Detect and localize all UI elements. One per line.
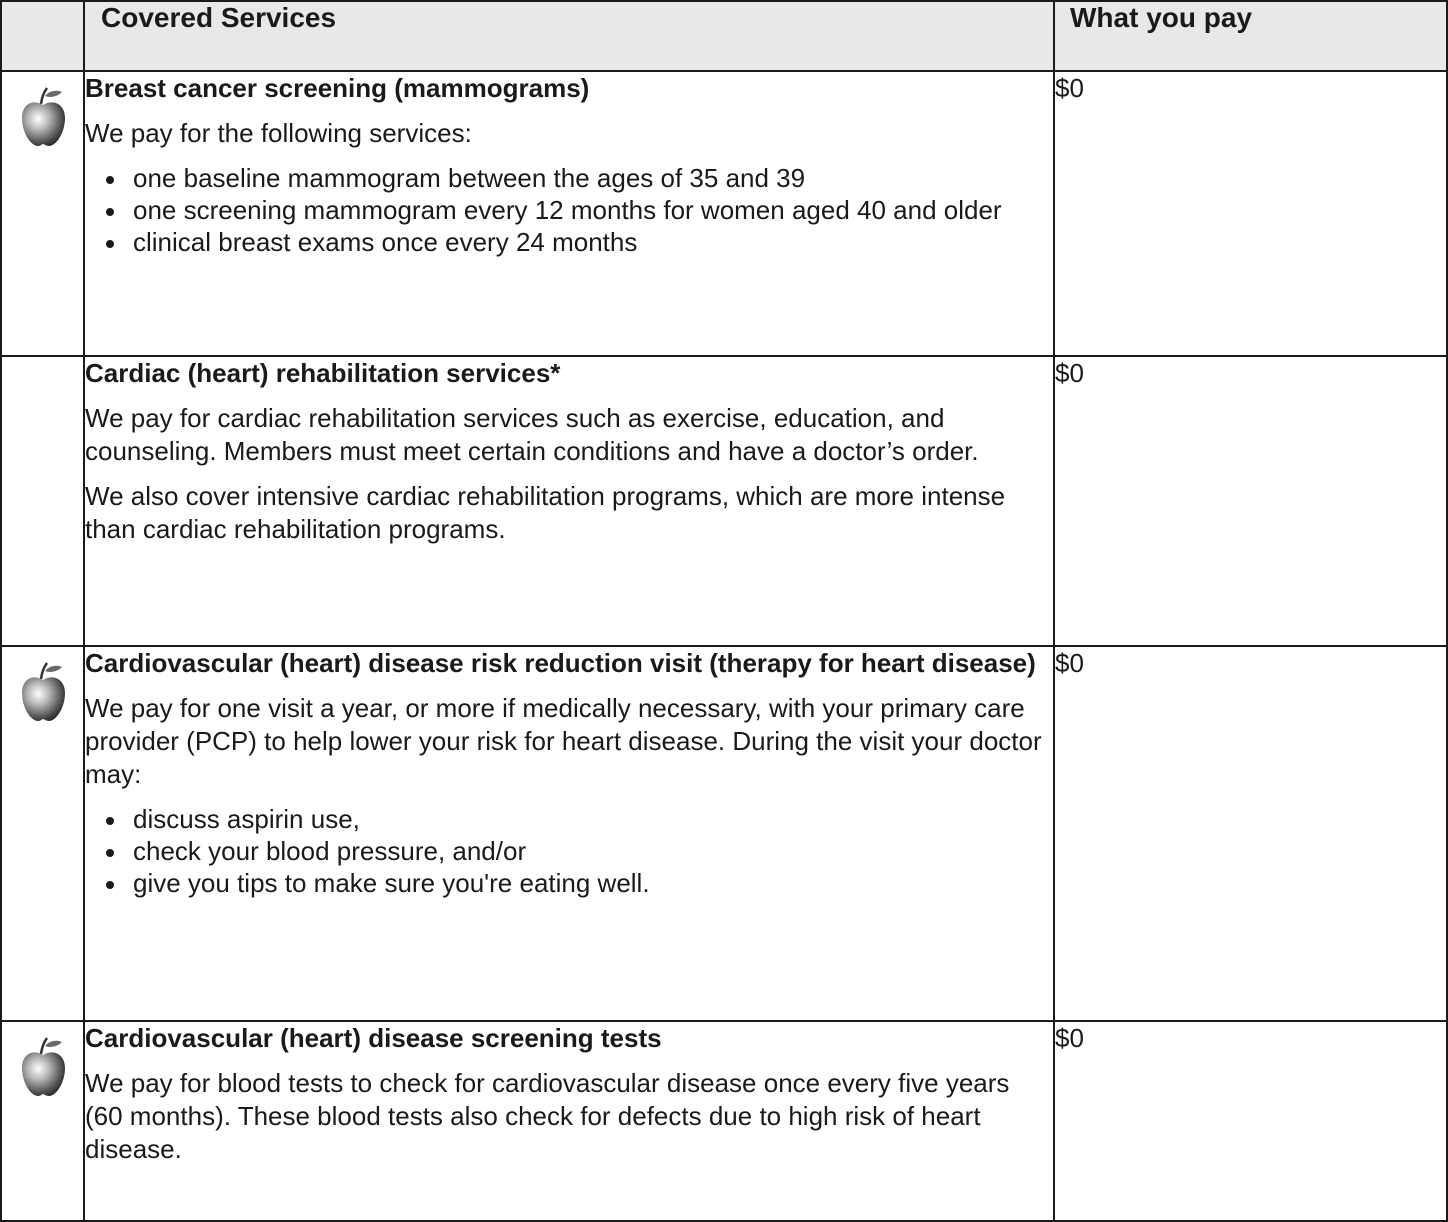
pay-cell: $0 <box>1054 356 1447 646</box>
service-description: We pay for the following services: <box>85 118 472 148</box>
icon-column-header <box>1 1 84 71</box>
service-description: We pay for one visit a year, or more if medically necessary, with your primary care provider (PCP) to help lower your risk for heart disease. During the visit your doctor may: <box>85 693 1042 789</box>
service-cell <box>84 646 1054 1021</box>
apple-icon <box>20 1036 66 1098</box>
service-description: We pay for blood tests to check for cardiovascular disease once every five years (60 months). These blood tests also check for defects due to high risk of heart disease. <box>85 1068 1010 1164</box>
list-item: one screening mammogram every 12 months for women aged 40 and older <box>105 194 1053 226</box>
list-item: clinical breast exams once every 24 months <box>105 226 1053 258</box>
service-cell <box>84 356 1054 646</box>
table-row <box>1 646 1447 1021</box>
list-item: check your blood pressure, and/or <box>105 835 1053 867</box>
list-item: give you tips to make sure you're eating well. <box>105 867 1053 899</box>
pay-cell: $0 <box>1054 1021 1447 1221</box>
covered-services-header: Covered Services <box>84 1 1054 71</box>
apple-icon <box>20 86 66 148</box>
service-cell <box>84 71 1054 356</box>
service-title: Cardiovascular (heart) disease screening tests <box>85 1023 662 1053</box>
what-you-pay-header: What you pay <box>1054 1 1447 71</box>
header-row <box>1 1 1447 71</box>
pay-cell: $0 <box>1054 71 1447 356</box>
table-row <box>1 1021 1447 1221</box>
bullet-list <box>85 162 1053 258</box>
icon-cell <box>1 1021 84 1221</box>
service-cell <box>84 1021 1054 1221</box>
table-row <box>1 71 1447 356</box>
table-row <box>1 356 1447 646</box>
pay-cell: $0 <box>1054 646 1447 1021</box>
service-description: We also cover intensive cardiac rehabilitation programs, which are more intense than cardiac rehabilitation programs. <box>85 481 1006 544</box>
apple-icon <box>20 661 66 723</box>
service-title: Breast cancer screening (mammograms) <box>85 73 590 103</box>
list-item: one baseline mammogram between the ages of 35 and 39 <box>105 162 1053 194</box>
service-title: Cardiovascular (heart) disease risk reduction visit (therapy for heart disease) <box>85 648 1036 678</box>
icon-cell <box>1 356 84 646</box>
icon-cell <box>1 646 84 1021</box>
bullet-list <box>85 803 1053 899</box>
service-title: Cardiac (heart) rehabilitation services* <box>85 358 561 388</box>
list-item: discuss aspirin use, <box>105 803 1053 835</box>
service-description: We pay for cardiac rehabilitation services such as exercise, education, and counseling. Members must meet certain conditions and have a doctor’s order. <box>85 403 979 466</box>
icon-cell <box>1 71 84 356</box>
